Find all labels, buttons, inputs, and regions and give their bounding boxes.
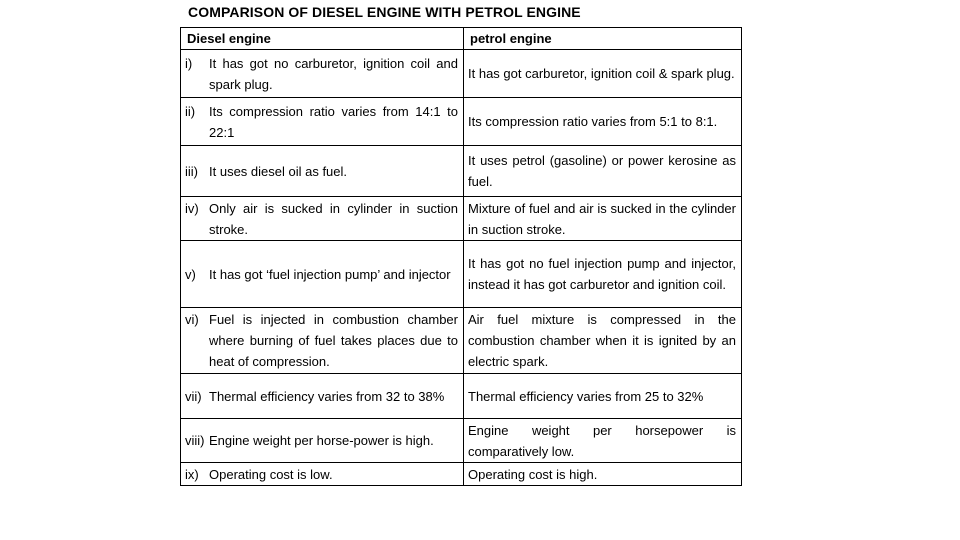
diesel-cell [181, 50, 464, 98]
row-number: i) [185, 55, 193, 71]
comparison-table [180, 27, 742, 486]
diesel-cell [181, 463, 464, 486]
row-number: viii) [185, 433, 205, 448]
diesel-cell [181, 419, 464, 463]
table-row [181, 197, 742, 241]
table-row [181, 146, 742, 197]
row-number: v) [185, 266, 196, 282]
diesel-text: It has got no carburetor, ignition coil and spark plug. [209, 55, 458, 92]
diesel-cell [181, 197, 464, 241]
table-row [181, 374, 742, 419]
diesel-cell [181, 241, 464, 308]
diesel-cell [181, 374, 464, 419]
table-row [181, 308, 742, 374]
diesel-text: Only air is sucked in cylinder in suction stroke. [209, 200, 458, 237]
petrol-column-header: petrol engine [464, 28, 742, 50]
diesel-text: It uses diesel oil as fuel. [209, 163, 348, 179]
diesel-column-header: Diesel engine [181, 28, 464, 50]
table-row [181, 241, 742, 308]
row-number: ix) [185, 466, 199, 482]
table-row [181, 419, 742, 463]
diesel-cell [181, 146, 464, 197]
petrol-cell: It has got carburetor, ignition coil & spark plug. [464, 50, 742, 98]
petrol-cell: Its compression ratio varies from 5:1 to 8:1. [464, 98, 742, 146]
table-row [181, 98, 742, 146]
petrol-cell: It uses petrol (gasoline) or power kerosine as fuel. [464, 146, 742, 197]
table-header-row [181, 28, 742, 50]
petrol-cell: It has got no fuel injection pump and injector, instead it has got carburetor and ignition coil. [464, 241, 742, 308]
petrol-cell: Thermal efficiency varies from 25 to 32% [464, 374, 742, 419]
table-row [181, 50, 742, 98]
petrol-cell: Mixture of fuel and air is sucked in the cylinder in suction stroke. [464, 197, 742, 241]
table-row [181, 463, 742, 486]
row-number: ii) [185, 103, 196, 119]
row-number: vii) [185, 388, 202, 404]
petrol-cell: Air fuel mixture is compressed in the combustion chamber when it is ignited by an electric spark. [464, 308, 742, 374]
diesel-text: Fuel is injected in combustion chamber where burning of fuel takes places due to heat of compression. [209, 312, 458, 369]
row-number: iv) [185, 200, 199, 216]
petrol-cell: Engine weight per horsepower is comparatively low. [464, 419, 742, 463]
diesel-cell [181, 98, 464, 146]
diesel-text: It has got ‘fuel injection pump’ and injector [209, 266, 451, 282]
diesel-text: Operating cost is low. [209, 466, 333, 482]
row-number: vi) [185, 312, 199, 327]
diesel-text: Thermal efficiency varies from 32 to 38% [209, 388, 445, 404]
diesel-text: Its compression ratio varies from 14:1 to 22:1 [209, 103, 458, 140]
petrol-cell: Operating cost is high. [464, 463, 742, 486]
diesel-cell [181, 308, 464, 374]
page-title: COMPARISON OF DIESEL ENGINE WITH PETROL ENGINE [188, 4, 581, 20]
row-number: iii) [185, 163, 198, 179]
diesel-text: Engine weight per horse-power is high. [209, 433, 434, 448]
